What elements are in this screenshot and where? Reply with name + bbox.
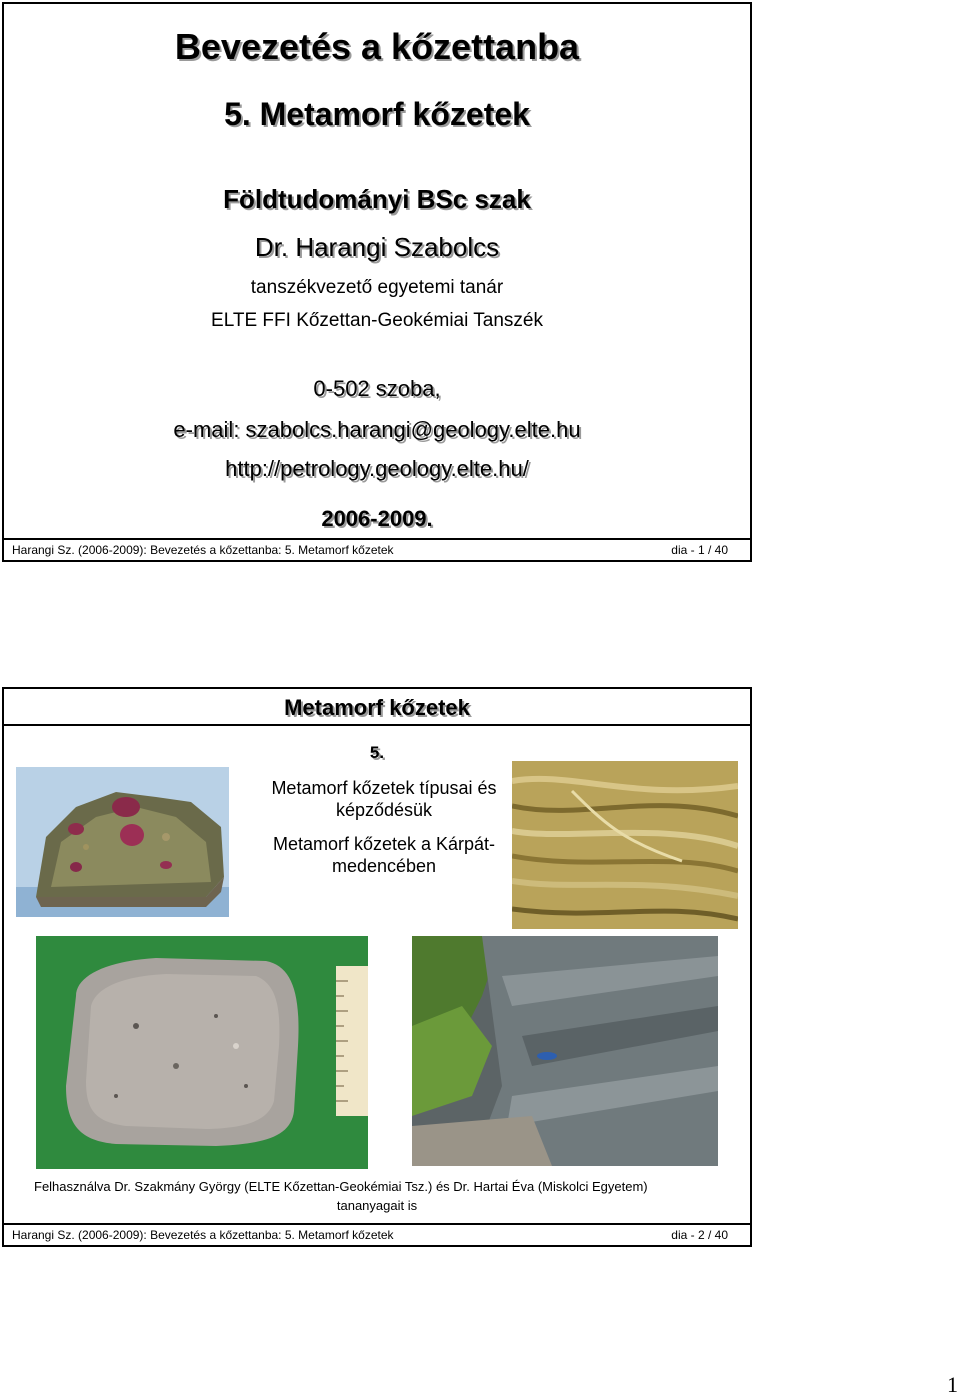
website-url: http://petrology.geology.elte.hu/ (225, 456, 529, 481)
slide-2 (2, 687, 752, 1247)
footer-divider (4, 1223, 750, 1225)
topic-carpathian: Metamorf kőzetek a Kárpát-medencében (272, 834, 496, 876)
outcrop-photo (412, 936, 718, 1166)
slide2-title: Metamorf kőzetek (284, 695, 470, 720)
slide2-footer-citation: Harangi Sz. (2006-2009): Bevezetés a kőzettanba: 5. Metamorf kőzetek (12, 1228, 394, 1242)
schist-photo (512, 761, 738, 929)
program-name: Földtudományi BSc szak (223, 184, 531, 214)
years: 2006-2009. (321, 506, 433, 531)
author-position: tanszékvezető egyetemi tanár (250, 277, 504, 298)
slide1-subtitle: 5. Metamorf kőzetek (224, 96, 530, 132)
footer-divider (4, 538, 750, 540)
slide1-footer-citation: Harangi Sz. (2006-2009): Bevezetés a kőzettanba: 5. Metamorf kőzetek (12, 543, 394, 557)
slide-1 (2, 2, 752, 562)
slide2-footer-page: dia - 2 / 40 (671, 1228, 728, 1242)
credit-line-2: tananyagait is (336, 1198, 418, 1213)
credit-line-1: Felhasználva Dr. Szakmány György (ELTE Kőzettan-Geokémiai Tsz.) és Dr. Hartai Éva (Miskolci Egyetem) (34, 1179, 648, 1194)
slide1-footer-page: dia - 1 / 40 (671, 543, 728, 557)
author-name: Dr. Harangi Szabolcs (254, 232, 500, 262)
garnet-rock-photo (16, 767, 229, 917)
email-address: e-mail: szabolcs.harangi@geology.elte.hu (173, 417, 581, 442)
page-number: 1 (947, 1372, 958, 1397)
slide1-title: Bevezetés a kőzettanba (174, 26, 580, 67)
title-divider (4, 724, 750, 726)
author-department: ELTE FFI Kőzettan-Geokémiai Tanszék (211, 310, 543, 331)
chapter-number: 5. (369, 743, 385, 762)
gneiss-photo (36, 936, 368, 1169)
topic-types: Metamorf kőzetek típusai és képződésük (271, 778, 497, 820)
room-number: 0-502 szoba, (313, 376, 441, 401)
